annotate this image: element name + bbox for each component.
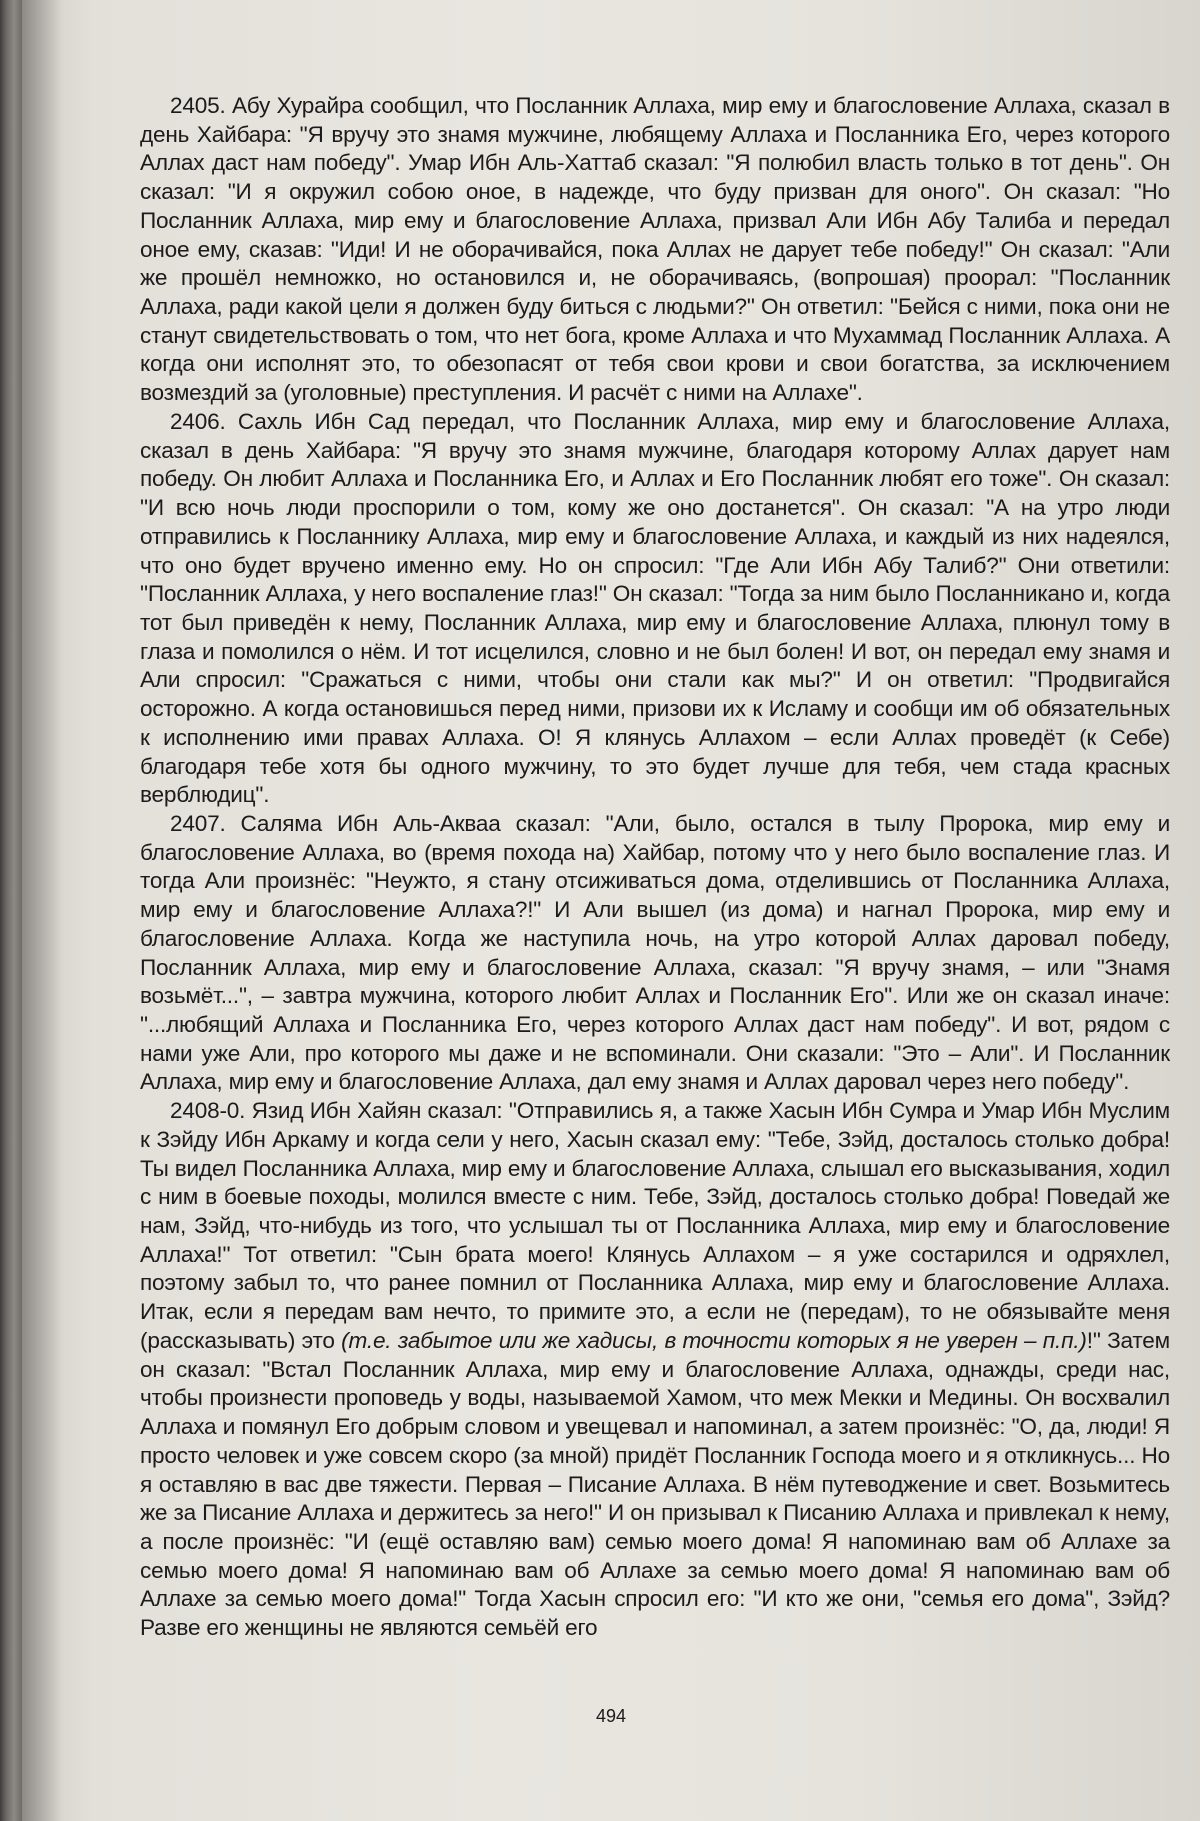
paragraph-2408-italic-note: (т.е. забытое или же хадисы, в точности которых я не уверен – п.п.)	[341, 1327, 1087, 1353]
paragraph-2408-part-2: !" Затем он сказал: "Встал Посланник Аллаха, мир ему и благословение Аллаха, однажды, среди нас, чтобы произнести проповедь у воды, называемой Хамом, что меж Мекки и Медины. Он восхвалил Аллаха и помянул Его добрым словом и увещевал и напоминал, а затем произнёс: "О, да, люди! Я просто человек и уже совсем скоро (за мной) придёт Посланник Господа моего и я откликнусь... Но я оставляю в вас две тяжести. Первая – Писание Аллаха. В нём путеводжение и свет. Возьмитесь же за Писание Аллаха и держитесь за него!" И он призывал к Писанию Аллаха и привлекал к нему, а после произнёс: "И (ещё оставляю вам) семью моего дома! Я напоминаю вам об Аллахе за семью моего дома! Я напоминаю вам об Аллахе за семью моего дома! Я напоминаю вам об Аллахе за семью моего дома!" Тогда Хасын спросил его: "И кто же они, "семья его дома", Зэйд? Разве его женщины не являются семьёй его	[140, 1327, 1170, 1641]
paragraph-2406: 2406. Сахль Ибн Сад передал, что Посланник Аллаха, мир ему и благословение Аллаха, сказал в день Хайбара: "Я вручу это знамя мужчине, благодаря которому Аллах дарует нам победу. Он любит Аллаха и Посланника Его, и Аллах и Его Посланник любят его тоже". Он сказал: "И всю ночь люди проспорили о том, кому же оно достанется". Он сказал: "А на утро люди отправились к Посланнику Аллаха, мир ему и благословение Аллаха, и каждый из них надеялся, что оно будет вручено именно ему. Но он спросил: "Где Али Ибн Абу Талиб?" Они ответили: "Посланник Аллаха, у него воспаление глаз!" Он сказал: "Тогда за ним было Посланникано и, когда тот был приведён к нему, Посланник Аллаха, мир ему и благословение Аллаха, плюнул тому в глаза и помолился о нём. И тот исцелился, словно и не был болен! И вот, он передал ему знамя и Али спросил: "Сражаться с ними, чтобы они стали как мы?" И он ответил: "Продвигайся осторожно. А когда остановишься перед ними, призови их к Исламу и сообщи им об обязательных к исполнению ими правах Аллаха. О! Я клянусь Аллахом – если Аллах проведёт (к Себе) благодаря тебе хотя бы одного мужчину, то это будет лучше для тебя, чем стада красных верблюдиц".	[140, 408, 1170, 808]
hadith-text-block	[140, 92, 1170, 1643]
paragraph-2408	[140, 1097, 1170, 1643]
paragraph-2407: 2407. Саляма Ибн Аль-Акваа сказал: "Али, было, остался в тылу Пророка, мир ему и благословение Аллаха, во (время похода на) Хайбар, потому что у него было воспаление глаз. И тогда Али произнёс: "Неужто, я стану отсиживаться дома, отделившись от Посланника Аллаха, мир ему и благословение Аллаха?!" И Али вышел (из дома) и нагнал Пророка, мир ему и благословение Аллаха. Когда же наступила ночь, на утро которой Аллах даровал победу, Посланник Аллаха, мир ему и благословение Аллаха, сказал: "Я вручу знамя, – или "Знамя возьмёт...", – завтра мужчина, которого любит Аллах и Посланник Его". Или же он сказал иначе: "...любящий Аллаха и Посланника Его, через которого Аллах даст нам победу". И вот, рядом с нами уже Али, про которого мы даже и не вспоминали. Они сказали: "Это – Али". И Посланник Аллаха, мир ему и благословение Аллаха, дал ему знамя и Аллах даровал через него победу".	[140, 810, 1170, 1095]
book-page	[22, 0, 1200, 1821]
paragraph-2405: 2405. Абу Хурайра сообщил, что Посланник Аллаха, мир ему и благословение Аллаха, сказал в день Хайбара: "Я вручу это знамя мужчине, любящему Аллаха и Посланника Его, через которого Аллах даст нам победу". Умар Ибн Аль-Хаттаб сказал: "Я полюбил власть только в тот день". Он сказал: "И я окружил собою оное, в надежде, что буду призван для оного". Он сказал: "Но Посланник Аллаха, мир ему и благословение Аллаха, призвал Али Ибн Абу Талиба и передал оное ему, сказав: "Иди! И не оборачивайся, пока Аллах не дарует тебе победу!" Он сказал: "Али же прошёл немножко, но остановился и, не оборачиваясь, (вопрошая) проорал: "Посланник Аллаха, ради какой цели я должен буду биться с людьми?" Он ответил: "Бейся с ними, пока они не станут свидетельствовать о том, что нет бога, кроме Аллаха и что Мухаммад Посланник Аллаха. А когда они исполнят это, то обезопасят от тебя свои крови и свои богатства, за исключением возмездий за (уголовные) преступления. И расчёт с ними на Аллахе".	[140, 93, 1170, 406]
page-number: 494	[595, 1706, 627, 1726]
page-spine-shadow	[22, 0, 62, 1821]
paragraph-2408-part-1: 2408-0. Язид Ибн Хайян сказал: "Отправились я, а также Хасын Ибн Сумра и Умар Ибн Муслим к Зэйду Ибн Аркаму и когда сели у него, Хасын сказал ему: "Тебе, Зэйд, досталось столько добра! Ты видел Посланника Аллаха, мир ему и благословение Аллаха, слышал его высказывания, ходил с ним в боевые походы, молился вместе с ним. Тебе, Зэйд, досталось столько добра! Поведай же нам, Зэйд, что-нибудь из того, что услышал ты от Посланника Аллаха, мир ему и благословение Аллаха!" Тот ответил: "Сын брата моего! Клянусь Аллахом – я уже состарился и одряхлел, поэтому забыл то, что ранее помнил от Посланника Аллаха, мир ему и благословение Аллаха. Итак, если я передам вам нечто, то примите это, а если не (передам), то не обязывайте меня (рассказывать) это	[140, 1098, 1170, 1353]
